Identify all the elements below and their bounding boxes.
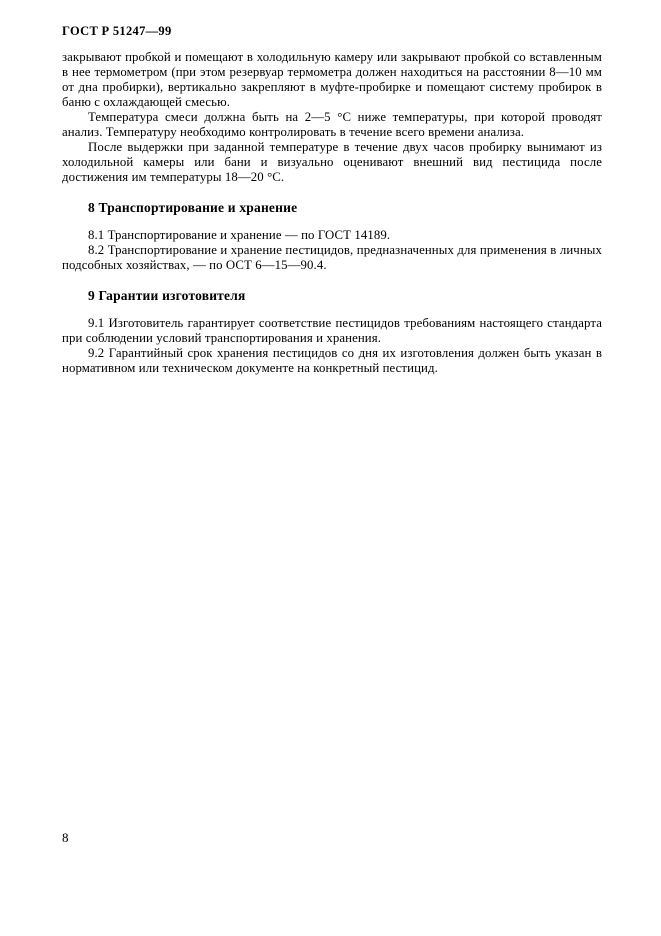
document-body <box>62 50 602 376</box>
paragraph-continuation: закрывают пробкой и помещают в холодильную камеру или закрывают пробкой со вставленным в нее термометром (при этом резервуар термометра должен находиться на расстоянии 8—10 мм от дна пробирки), вертикально закрепляют в муфте-пробирке и помещают систему пробирок в баню с охлаждающей смесью. <box>62 50 602 109</box>
section-heading-transport: 8 Транспортирование и хранение <box>88 200 298 215</box>
paragraph: Температура смеси должна быть на 2—5 °С ниже температуры, при которой проводят анализ. Температуру необходимо контролировать в течение всего времени анализа. <box>62 110 602 139</box>
section-heading-warranty: 9 Гарантии изготовителя <box>88 288 246 303</box>
paragraph: 9.1 Изготовитель гарантирует соответствие пестицидов требованиям настоящего стандарта при соблюдении условий транспортирования и хранения. <box>62 316 602 345</box>
page-number: 8 <box>62 830 69 845</box>
paragraph: 8.2 Транспортирование и хранение пестицидов, предназначенных для применения в личных подсобных хозяйствах, — по ОСТ 6—15—90.4. <box>62 243 602 272</box>
paragraph: 9.2 Гарантийный срок хранения пестицидов со дня их изготовления должен быть указан в нормативном или техническом документе на конкретный пестицид. <box>62 346 602 375</box>
paragraph: 8.1 Транспортирование и хранение — по ГОСТ 14189. <box>88 228 391 242</box>
document-code-header: ГОСТ Р 51247—99 <box>62 24 172 38</box>
paragraph: После выдержки при заданной температуре в течение двух часов пробирку вынимают из холодильной камеры или бани и визуально оценивают внешний вид пестицида после достижения им температуры 18—20 °С. <box>62 140 602 184</box>
